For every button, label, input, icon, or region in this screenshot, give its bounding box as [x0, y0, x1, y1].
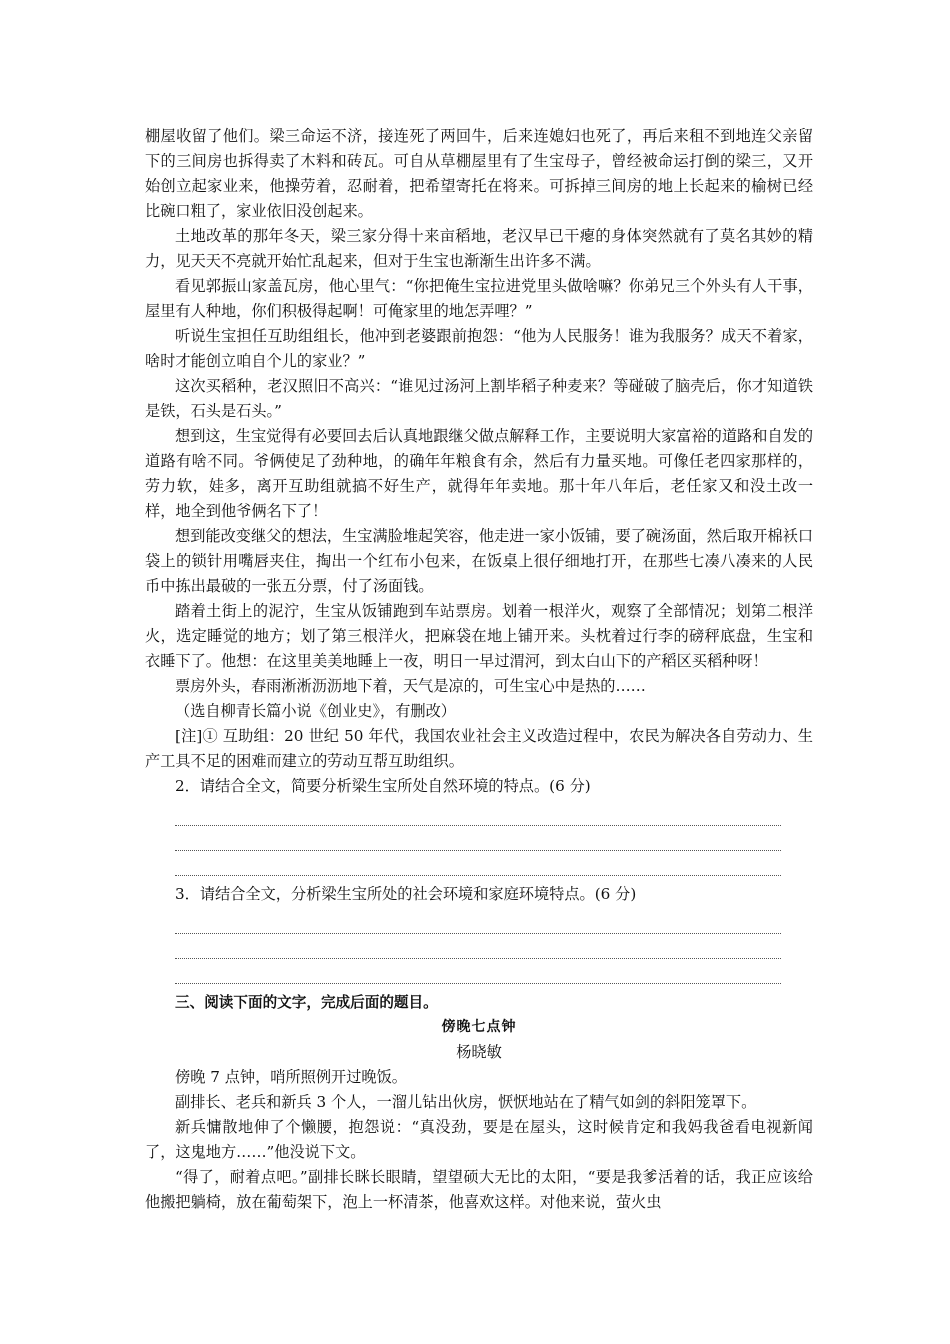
answer-area-q2[interactable]: [145, 801, 813, 876]
answer-area-q3[interactable]: [145, 909, 813, 984]
passage-paragraph: 听说生宝担任互助组组长，他冲到老婆跟前抱怨：“他为人民服务！谁为我服务？成天不着家，啥时才能创立咱自个儿的家业？”: [145, 327, 813, 370]
question-2: 2．请结合全文，简要分析梁生宝所处自然环境的特点。(6 分): [175, 777, 591, 795]
answer-line[interactable]: [175, 934, 781, 959]
passage-paragraph: 土地改革的那年冬天，梁三家分得十来亩稻地，老汉早已干瘪的身体突然就有了莫名其妙的精力，见天天不亮就开始忙乱起来，但对于生宝也渐渐生出许多不满。: [145, 227, 813, 270]
answer-line[interactable]: [175, 826, 781, 851]
passage-paragraph: 想到能改变继父的想法，生宝满脸堆起笑容，他走进一家小饭铺，要了碗汤面，然后取开棉袄口袋上的锁针用嘴唇夹住，掏出一个红布小包来，在饭桌上很仔细地打开，在那些七凑八凑来的人民币中拣出最破的一张五分票，付了汤面钱。: [145, 527, 813, 595]
story-paragraph: 傍晚 7 点钟，哨所照例开过晚饭。: [175, 1068, 407, 1086]
answer-line[interactable]: [175, 959, 781, 984]
document-page: [145, 124, 813, 1215]
source-citation: （选自柳青长篇小说《创业史》，有删改）: [175, 702, 456, 720]
question-3: 3．请结合全文，分析梁生宝所处的社会环境和家庭环境特点。(6 分): [175, 885, 637, 903]
story-author: 杨晓敏: [456, 1043, 502, 1061]
footnote: [145, 724, 813, 774]
story-paragraph: 副排长、老兵和新兵 3 个人，一溜儿钻出伙房，恹恹地站在了精气如剑的斜阳笼罩下。: [175, 1093, 757, 1111]
story-paragraph: 新兵慵散地伸了个懒腰，抱怨说：“真没劲，要是在屋头，这时候肯定和我妈我爸看电视新闻了，这鬼地方……”他没说下文。: [145, 1118, 813, 1161]
answer-line[interactable]: [175, 851, 781, 876]
section-heading: 三、阅读下面的文字，完成后面的题目。: [175, 994, 438, 1011]
passage-paragraph: 想到这，生宝觉得有必要回去后认真地跟继父做点解释工作，主要说明大家富裕的道路和自发的道路有啥不同。爷俩使足了劲种地，的确年年粮食有余，然后有力量买地。可像任老四家那样的，劳力软，娃多，离开互助组就搞不好生产，就得年年卖地。那十年八年后，老任家又和没土改一样，地全到他爷俩名下了！: [145, 427, 813, 520]
footnote-text: ① 互助组：20 世纪 50 年代，我国农业社会主义改造过程中，农民为解决各自劳动力、生产工具不足的困难而建立的劳动互帮互助组织。: [145, 727, 813, 770]
passage-paragraph: 票房外头，春雨淅淅沥沥地下着，天气是凉的，可生宝心中是热的……: [175, 677, 646, 695]
passage-paragraph: 棚屋收留了他们。梁三命运不济，接连死了两回牛，后来连媳妇也死了，再后来租不到地连父亲留下的三间房也拆得卖了木料和砖瓦。可自从草棚屋里有了生宝母子，曾经被命运打倒的梁三，又开始创立起家业来，他操劳着，忍耐着，把希望寄托在将来。可拆掉三间房的地上长起来的榆树已经比碗口粗了，家业依旧没创起来。: [145, 127, 813, 220]
answer-line[interactable]: [175, 909, 781, 934]
passage-paragraph: 这次买稻种，老汉照旧不高兴：“谁见过汤河上割毕稻子种麦来？等碰破了脑壳后，你才知道铁是铁，石头是石头。”: [145, 377, 813, 420]
story-paragraph: “得了，耐着点吧。”副排长眯长眼睛，望望硕大无比的太阳，“要是我爹活着的话，我正应该给他搬把躺椅，放在葡萄架下，泡上一杯清茶，他喜欢这样。对他来说，萤火虫: [145, 1168, 813, 1211]
footnote-label: [注]: [175, 727, 203, 745]
answer-line[interactable]: [175, 801, 781, 826]
passage-paragraph: 看见郭振山家盖瓦房，他心里气：“你把俺生宝拉进党里头做啥嘛？你弟兄三个外头有人干事，屋里有人种地，你们积极得起啊！可俺家里的地怎弄哩？”: [145, 277, 813, 320]
story-title: 傍晚七点钟: [441, 1019, 517, 1035]
passage-paragraph: 踏着土街上的泥泞，生宝从饭铺跑到车站票房。划着一根洋火，观察了全部情况；划第二根洋火，选定睡觉的地方；划了第三根洋火，把麻袋在地上铺开来。头枕着过行李的磅秤底盘，生宝和衣睡下了。他想：在这里美美地睡上一夜，明日一早过渭河，到太白山下的产稻区买稻种呀！: [145, 602, 813, 670]
